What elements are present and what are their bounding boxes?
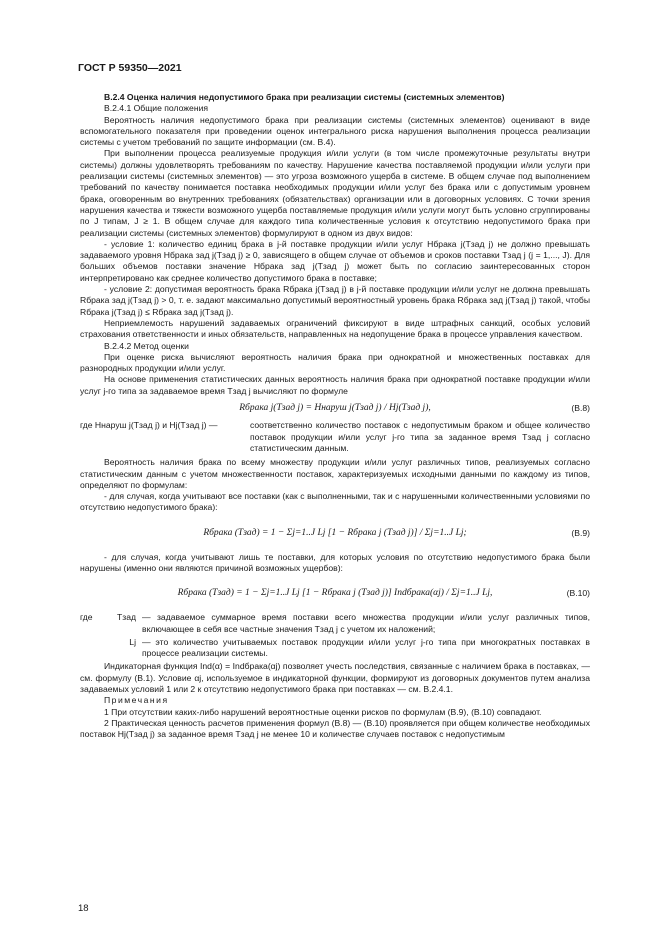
note-1: 1 При отсутствии каких-либо нарушений вероятностные оценки рисков по формулам (В.9), (В.10) совпадают.	[104, 706, 542, 717]
formula-legend-row	[80, 612, 590, 635]
paragraph: Вероятность наличия недопустимого брака при реализации системы (системных элементов) оценивают в виде вспомогательного показателя при проведении оценок интегрального риска нарушения выполнения процесса реализации системы с учетом требований по защите информации (см. В.4).	[80, 114, 590, 148]
notes-title: Примечания	[104, 695, 169, 706]
formula-b10	[80, 580, 590, 606]
legend-definition: — задаваемое суммарное время поставки всего множества продукции и/или услуг различных типов, включающее в себя все частные значения Tзад j с учетом их наложений;	[142, 612, 590, 634]
paragraph: При выполнении процесса реализуемые продукция и/или услуги (в том числе промежуточные результаты внутри системы) должны удовлетворять требованиям по качеству. Нарушение качества поставляемой продукции и/или услуги при реализации системы (системных элементов) — это угроза возможного ущерба в системе. В общем случае под выполнением требований по качеству понимается поставка необходимых продукции и/или услуг без брака или с допустимым уровнем брака, оговоренным во внутренних требованиях (обязательствах) организации или в договорных условиях. С точки зрения нарушения качества и тяжести возможного ущерба поставляемые продукция и/или услуги могут быть условно сгруппированы по J типам, J ≥ 1. В общем случае для каждого типа количественные условия к отсутствию недопустимого брака при реализации системы (системных элементов) формулируют в одном из двух видов:	[80, 148, 590, 238]
legend-definition: — это количество учитываемых поставок продукции и/или услуг j-го типа при многократных поставках в процессе реализации системы.	[142, 636, 590, 659]
paragraph: Неприемлемость нарушений задаваемых ограничений фиксируют в виде штрафных санкций, особых условий страхования ответственности и иных обязательств, направленных на недопущение брака в процессе управления качеством.	[80, 317, 590, 340]
legend-term: Tзад	[117, 612, 136, 623]
paragraph: При оценке риска вычисляют вероятность наличия брака при однократной и множественных поставках для разнородных продукции и/или услуг.	[80, 351, 590, 374]
formula-b8-legend	[80, 420, 590, 454]
case-2: - для случая, когда учитывают лишь те поставки, для которых условия по отсутствию недопустимого брака были нарушены (именно они являются причиной возможных ущербов):	[80, 551, 590, 573]
formula-legend-row	[80, 637, 590, 660]
formula-b8	[80, 403, 590, 414]
formula-b9-number: (В.9)	[571, 527, 590, 538]
formula-b8-expression: Rбрака j(Tзад j) = Hнаруш j(Tзад j) / Hj(Tзад j),	[239, 403, 431, 414]
condition-2: - условие 2: допустимая вероятность брака Rбрака j(Tзад j) в j-й поставке продукции и/или услуг не должна превышать Rбрака зад j(Tзад j) > 0, т. е. задают максимально допустимый вероятностный уровень брака Rбрака зад j(Tзад j) такой, чтобы Rбрака j(Tзад j) ≤ Rбрака зад j(Tзад j).	[80, 284, 590, 317]
subsection-title-method: В.2.4.2 Метод оценки	[104, 340, 189, 351]
legend-term: где Hнаруш j(Tзад j) и Hj(Tзад j) —	[80, 420, 218, 431]
formula-b10-expression: Rбрака (Tзад) = 1 − Σj=1..J Lj [1 − Rбрака j (Tзад j)] Indбрака(αj) / Σj=1..J Lj,	[177, 588, 493, 599]
paragraph: Вероятность наличия брака по всему множеству продукции и/или услуг различных типов, реализуемых согласно статистическим данным с учетом множественности поставок, характеризуемых исходными данными по каждому из типов, определяют по формулам:	[80, 457, 590, 490]
document-body	[80, 92, 590, 741]
condition-1: - условие 1: количество единиц брака в j-й поставке продукции и/или услуг Hбрака j(Tзад j) не должно превышать задаваемого уровня Hбрака зад j(Tзад j) ≥ 0, зависящего в общем случае от объемов и сроков поставки Tзад j (j = 1,..., J). Для больших объемов поставки значение Hбрака зад j(Tзад j) может быть по согласию заинтересованных сторон интерпретировано как среднее количество допустимого брака в поставке;	[80, 238, 590, 283]
formula-b9	[80, 520, 590, 546]
formula-b9-expression: Rбрака (Tзад) = 1 − Σj=1..J Lj [1 − Rбрака j (Tзад j)] / Σj=1..J Lj;	[203, 527, 467, 538]
formula-b10-number: (В.10)	[566, 588, 590, 599]
document-header: ГОСТ Р 59350—2021	[78, 62, 182, 74]
subsection-title-general: В.2.4.1 Общие положения	[104, 103, 209, 114]
paragraph: Индикаторная функция Ind(α) = Indбрака(αj) позволяет учесть последствия, связанные с наличием брака в поставках, — см. формулу (В.1). Условие αj, используемое в индикаторной функции, формируют из договорных документов путем анализа задаваемых условий 1 или 2 к отсутствию недопустимого брака при поставках — см. В.2.4.1.	[80, 661, 590, 695]
legend-definition: соответственно количество поставок с недопустимым браком и общее количество поставок продукции и/или услуг j-го типа за заданное время Tзад j согласно статистическим данным.	[250, 420, 590, 453]
case-1: - для случая, когда учитывают все поставки (как с выполненными, так и с нарушенными количественными условиями по отсутствию недопустимого брака):	[80, 491, 590, 513]
note-2: 2 Практическая ценность расчетов применения формул (В.8) — (В.10) проявляется при общем количестве необходимых поставок Hj(Tзад j) за заданное время Tзад j не менее 10 и количестве случаев поставок с недопустимым	[80, 717, 590, 740]
formula-b8-number: (В.8)	[571, 403, 590, 414]
legend-term: Lj	[129, 636, 136, 647]
section-title: В.2.4 Оценка наличия недопустимого брака при реализации системы (системных элементов)	[104, 92, 505, 102]
paragraph: На основе применения статистических данных вероятность наличия брака при однократной поставке продукции и/или услуг j-го типа за задаваемое время Tзад j вычисляют по формуле	[80, 374, 590, 396]
legend-where-label: где	[80, 612, 93, 623]
page-number: 18	[78, 903, 89, 914]
